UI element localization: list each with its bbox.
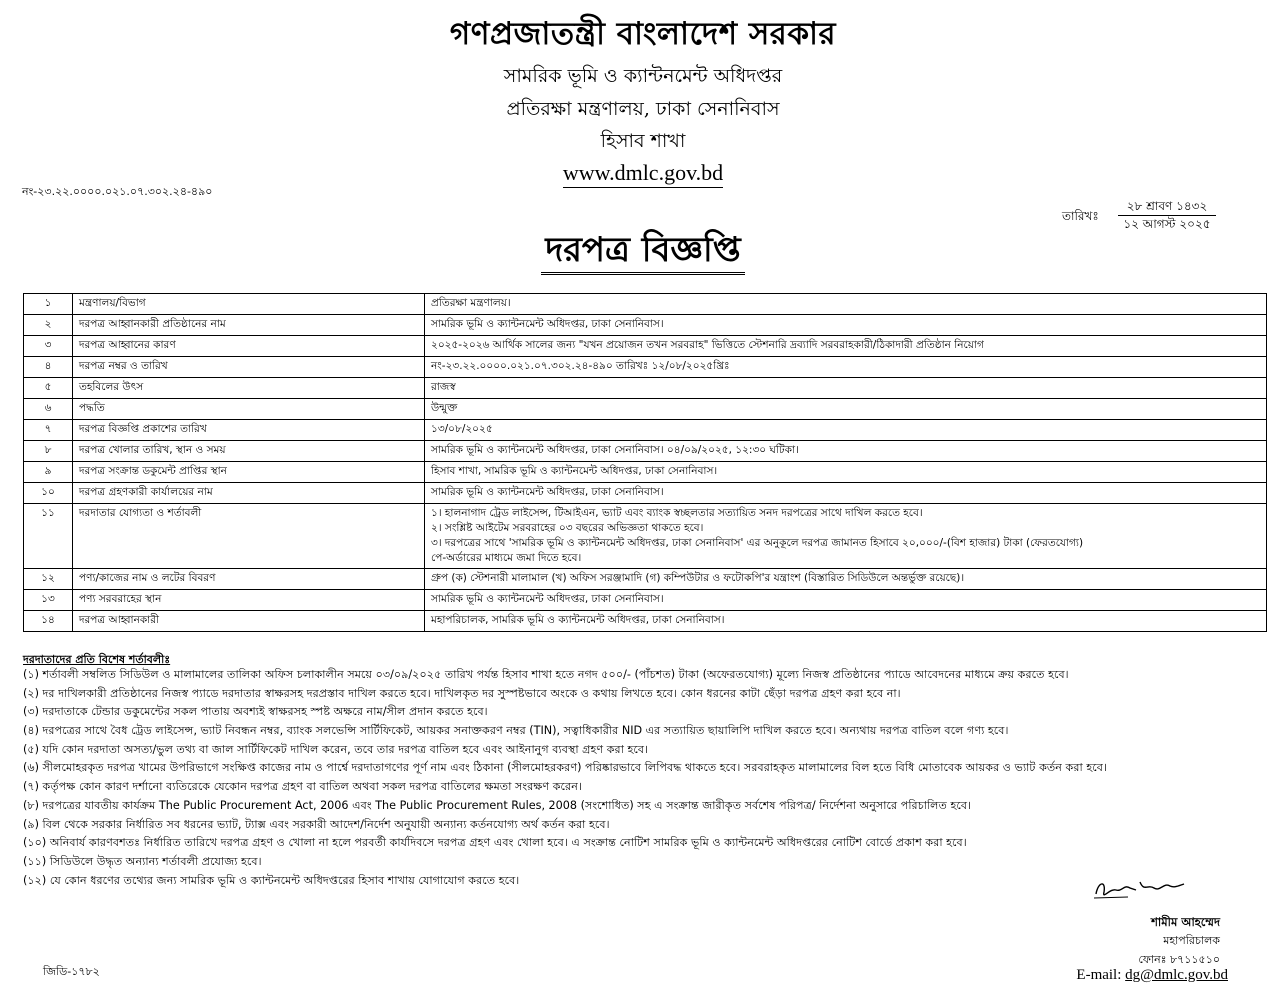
row-value: সামরিক ভূমি ও ক্যান্টনমেন্ট অধিদপ্তর, ঢাকা সেনানিবাস।	[425, 315, 1267, 336]
table-row	[24, 590, 1267, 611]
table-row	[24, 569, 1267, 590]
eligibility-line: পে-অর্ডারের মাধ্যমে জমা দিতে হবে।	[431, 552, 582, 564]
row-serial: ১০	[24, 483, 73, 504]
signer-designation: মহাপরিচালক	[1163, 934, 1220, 947]
row-label: মন্ত্রণালয়/বিভাগ	[73, 294, 425, 315]
eligibility-line: ১। হালনাগাদ ট্রেড লাইসেন্স, টিআইএন, ভ্যাট এবং ব্যাংক স্বচ্ছলতার সত্যায়িত সনদ দরপত্রের সাথে দাখিল করতে হবে।	[431, 507, 923, 519]
table-row	[24, 315, 1267, 336]
row-label: দরদাতার যোগ্যতা ও শর্তাবলী	[73, 504, 425, 569]
row-label: দরপত্র গ্রহণকারী কার্যালয়ের নাম	[73, 483, 425, 504]
row-label: তহবিলের উৎস	[73, 378, 425, 399]
row-value: নং-২৩.২২.০০০০.০২১.০৭.৩০২.২৪-৪৯০ তারিখঃ ১২/০৮/২০২৫খ্রিঃ	[425, 357, 1267, 378]
row-serial: ১৪	[24, 611, 73, 632]
date-bangla: ২৮ শ্রাবণ ১৪৩২	[1118, 198, 1216, 216]
row-value: সামরিক ভূমি ও ক্যান্টনমেন্ট অধিদপ্তর, ঢাকা সেনানিবাস।	[425, 483, 1267, 504]
email-label: E-mail:	[1076, 967, 1126, 983]
condition-item: (১১) সিডিউলে উদ্ধৃত অন্যান্য শর্তাবলী প্রযোজ্য হবে।	[23, 854, 262, 868]
row-label: পদ্ধতি	[73, 399, 425, 420]
row-serial: ১১	[24, 504, 73, 569]
condition-item: (৯) বিল থেকে সরকার নির্ধারিত সব ধরনের ভ্যাট, ট্যাক্স এবং সরকারী আদেশ/নির্দেশ অনুযায়ী অন্যান্য কর্তনযোগ্য অর্থ কর্তন করা হবে।	[23, 817, 610, 831]
government-title: গণপ্রজাতন্ত্রী বাংলাদেশ সরকার	[449, 16, 837, 52]
signature-image	[1088, 874, 1198, 904]
row-value: ২০২৫-২০২৬ আর্থিক সালের জন্য "যখন প্রয়োজন তখন সরবরাহ" ভিত্তিতে স্টেশনারি দ্রব্যাদি সরবরাহকারী/ঠিকাদারী প্রতিষ্ঠান নিয়োগ	[425, 336, 1267, 357]
department-name: সামরিক ভূমি ও ক্যান্টনমেন্ট অধিদপ্তর	[503, 65, 783, 87]
row-serial: ৫	[24, 378, 73, 399]
row-label: দরপত্র আহ্বানের কারণ	[73, 336, 425, 357]
email-link[interactable]: dg@dmlc.gov.bd	[1125, 967, 1228, 983]
row-serial: ৮	[24, 441, 73, 462]
row-value	[425, 504, 1267, 569]
table-row	[24, 611, 1267, 632]
condition-item: (৩) দরদাতাকে টেন্ডার ডকুমেন্টের সকল পাতায় অবশ্যই স্বাক্ষরসহ স্পষ্ট অক্ষরে নাম/সীল প্রদান করতে হবে।	[23, 705, 488, 719]
row-value: রাজস্ব	[425, 378, 1267, 399]
row-serial: ২	[24, 315, 73, 336]
eligibility-line: ৩। দরপত্রের সাথে 'সামরিক ভূমি ও ক্যান্টনমেন্ট অধিদপ্তর, ঢাকা সেনানিবাস' এর অনুকূলে দরপত্র জামানত হিসাবে ২০,০০০/-(বিশ হাজার) টাকা (ফেরতযোগ্য)	[431, 537, 1084, 549]
table-row	[24, 420, 1267, 441]
ministry-name: প্রতিরক্ষা মন্ত্রণালয়, ঢাকা সেনানিবাস	[506, 98, 780, 120]
gd-number: জিডি-১৭৮২	[43, 965, 100, 978]
condition-item: (৫) যদি কোন দরদাতা অসত্য/ভুল তথ্য বা জাল সার্টিফিকেট দাখিল করেন, তবে তার দরপত্র বাতিল হবে এবং আইনানুগ ব্যবস্থা গ্রহণ করা হবে।	[23, 742, 649, 756]
condition-item: (১০) অনিবার্য কারণবশতঃ নির্ধারিত তারিখে দরপত্র গ্রহণ ও খোলা না হলে পরবর্তী কার্যদিবসে দরপত্র গ্রহণ এবং খোলা হবে। এ সংক্রান্ত নোটিশ সামরিক ভূমি ও ক্যান্টনমেন্ট অধিদপ্তরের নোটিশ বোর্ডে প্রকাশ করা হবে।	[23, 836, 967, 850]
condition-item: (৪) দরপত্রের সাথে বৈধ ট্রেড লাইসেন্স, ভ্যাট নিবন্ধন নম্বর, ব্যাংক সলভেন্সি সার্টিফিকেট, আয়কর সনাক্তকরণ নম্বর (TIN), সত্বাধিকারীর NID এর সত্যায়িত ছায়ালিপি দাখিল করতে হবে। অন্যথায় দরপত্র বাতিল বলে গণ্য হবে।	[23, 724, 1009, 738]
signer-phone: ফোনঃ ৮৭১১৫১০	[1138, 953, 1220, 966]
row-label: দরপত্র বিজ্ঞপ্তি প্রকাশের তারিখ	[73, 420, 425, 441]
date-english: ১২ আগস্ট ২০২৫	[1123, 217, 1211, 231]
row-serial: ১	[24, 294, 73, 315]
date-label: তারিখঃ	[1062, 209, 1099, 223]
page-title	[0, 224, 1286, 281]
row-label: পণ্য/কাজের নাম ও লটের বিবরণ	[73, 569, 425, 590]
condition-item: (২) দর দাখিলকারী প্রতিষ্ঠানের নিজস্ব প্যাডে দরদাতার স্বাক্ষরসহ দরপ্রস্তাব দাখিল করতে হবে। দাখিলকৃত দর সুস্পষ্টভাবে অংকে ও কথায় লিখতে হবে। কোন ধরনের কাটা ছেঁড়া দরপত্র গ্রহণ করা হবে না।	[23, 686, 901, 700]
condition-item: (৬) সীলমোহরকৃত দরপত্র খামের উপরিভাগে সংক্ষিপ্ত কাজের নাম ও পার্শ্বে দরদাতাগণের পূর্ণ নাম এবং ঠিকানা (সীলমোহরকরণ) পরিষ্কারভাবে লিপিবদ্ধ থাকতে হবে। সরবরাহকৃত মালামালের বিল হতে বিধি মোতাবেক আয়কর ও ভ্যাট কর্তন করা হবে।	[23, 761, 1107, 775]
table-row	[24, 294, 1267, 315]
row-value: হিসাব শাখা, সামরিক ভূমি ও ক্যান্টনমেন্ট অধিদপ্তর, ঢাকা সেনানিবাস।	[425, 462, 1267, 483]
signer-name: শামীম আহম্মেদ	[1151, 915, 1220, 929]
row-serial: ১২	[24, 569, 73, 590]
table-row	[24, 504, 1267, 569]
table-row	[24, 378, 1267, 399]
row-serial: ৭	[24, 420, 73, 441]
row-value: সামরিক ভূমি ও ক্যান্টনমেন্ট অধিদপ্তর, ঢাকা সেনানিবাস।	[425, 590, 1267, 611]
condition-item: (১২) যে কোন ধরণের তথ্যের জন্য সামরিক ভূমি ও ক্যান্টনমেন্ট অধিদপ্তরের হিসাব শাখায় যোগাযোগ করতে হবে।	[23, 873, 520, 887]
row-label: দরপত্র নম্বর ও তারিখ	[73, 357, 425, 378]
condition-item: (৮) দরপত্রের যাবতীয় কার্যক্রম The Public Procurement Act, 2006 এবং The Public Procurement Rules, 2008 (সংশোধিত) সহ এ সংক্রান্ত জারীকৃত সর্বশেষ পরিপত্র/ নির্দেশনা অনুসারে পরিচালিত হবে।	[23, 798, 972, 812]
table-row	[24, 483, 1267, 504]
eligibility-line: ২। সংশ্লিষ্ট আইটেম সরবরাহের ০৩ বছরের অভিজ্ঞতা থাকতে হবে।	[431, 522, 704, 534]
table-row	[24, 399, 1267, 420]
row-label: দরপত্র খোলার তারিখ, স্থান ও সময়	[73, 441, 425, 462]
row-label: দরপত্র আহ্বানকারী	[73, 611, 425, 632]
conditions-list	[23, 666, 1267, 890]
row-value: গ্রুপ (ক) স্টেশনারী মালামাল (খ) অফিস সরঞ্জামাদি (গ) কম্পিউটার ও ফটোকপি'র যন্ত্রাংশ (বিস্তারিত সিডিউলে অন্তর্ভুক্ত রয়েছে)।	[425, 569, 1267, 590]
row-label: দরপত্র সংক্রান্ত ডকুমেন্ট প্রাপ্তির স্থান	[73, 462, 425, 483]
website-text[interactable]: www.dmlc.gov.bd	[563, 160, 723, 188]
table-row	[24, 462, 1267, 483]
row-value: প্রতিরক্ষা মন্ত্রণালয়।	[425, 294, 1267, 315]
table-row	[24, 336, 1267, 357]
row-label: পণ্য সরবরাহের স্থান	[73, 590, 425, 611]
row-serial: ৪	[24, 357, 73, 378]
row-serial: ৬	[24, 399, 73, 420]
page-title-text: দরপত্র বিজ্ঞপ্তি	[541, 230, 744, 275]
branch-name: হিসাব শাখা	[600, 130, 686, 152]
tender-info-table	[23, 293, 1267, 632]
row-serial: ৩	[24, 336, 73, 357]
row-value: মহাপরিচালক, সামরিক ভূমি ও ক্যান্টনমেন্ট অধিদপ্তর, ঢাকা সেনানিবাস।	[425, 611, 1267, 632]
row-value: সামরিক ভূমি ও ক্যান্টনমেন্ট অধিদপ্তর, ঢাকা সেনানিবাস। ০৪/০৯/২০২৫, ১২:৩০ ঘটিকা।	[425, 441, 1267, 462]
row-label: দরপত্র আহ্বানকারী প্রতিষ্ঠানের নাম	[73, 315, 425, 336]
row-value: উন্মুক্ত	[425, 399, 1267, 420]
reference-number: নং-২৩.২২.০০০০.০২১.০৭.৩০২.২৪-৪৯০	[22, 185, 213, 198]
row-value: ১৩/০৮/২০২৫	[425, 420, 1267, 441]
row-serial: ১৩	[24, 590, 73, 611]
table-row	[24, 441, 1267, 462]
condition-item: (৭) কর্তৃপক্ষ কোন কারণ দর্শানো ব্যতিরেকে যেকোন দরপত্র গ্রহণ বা বাতিল অথবা সকল দরপত্র বাতিলের ক্ষমতা সংরক্ষণ করেন।	[23, 780, 582, 794]
conditions-heading: দরদাতাদের প্রতি বিশেষ শর্তাবলীঃ	[23, 653, 171, 666]
row-serial: ৯	[24, 462, 73, 483]
signer-email	[1040, 967, 1228, 984]
condition-item: (১) শর্তাবলী সম্বলিত সিডিউল ও মালামালের তালিকা অফিস চলাকালীন সময়ে ০৩/০৯/২০২৫ তারিখ পর্যন্ত হিসাব শাখা হতে নগদ ৫০০/- (পাঁচশত) টাকা (অফেরতযোগ্য) মূল্যে নিজস্ব প্রতিষ্ঠানের প্যাডে আবেদনের মাধ্যমে ক্রয় করতে হবে।	[23, 668, 1069, 681]
table-row	[24, 357, 1267, 378]
